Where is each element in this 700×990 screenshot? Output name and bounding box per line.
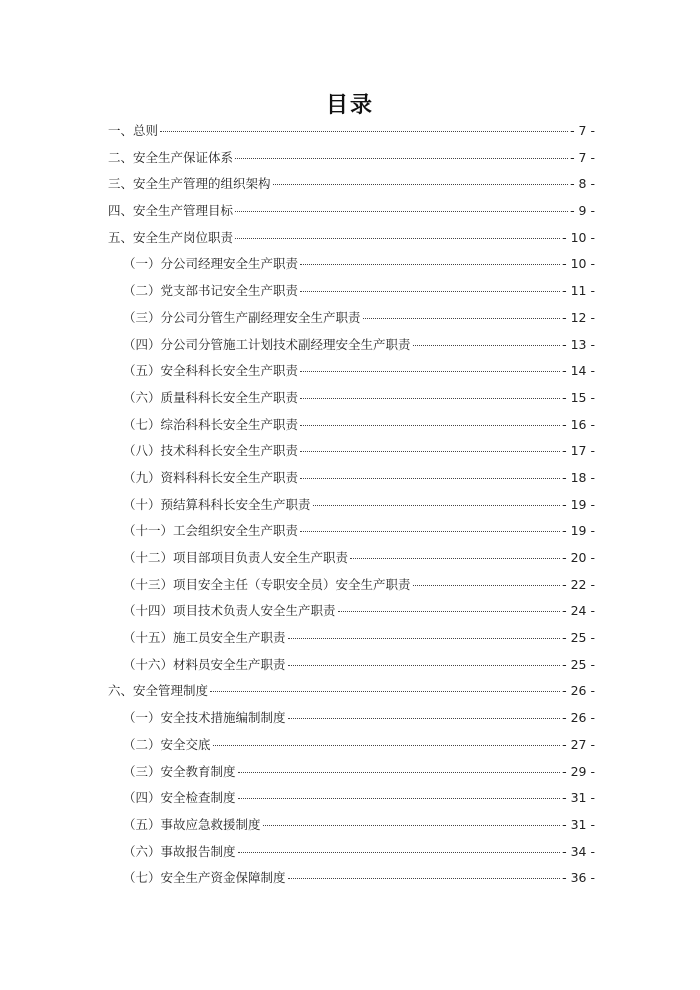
toc-entry-page-number: - 27 -	[562, 736, 595, 752]
toc-entry-page-number: - 19 -	[562, 523, 595, 539]
toc-entry-label: 三、安全生产管理的组织架构	[108, 176, 271, 192]
toc-entry-label: 二、安全生产保证体系	[108, 149, 234, 165]
toc-entry[interactable]	[108, 171, 595, 198]
toc-entry-page-number: - 14 -	[562, 363, 595, 379]
toc-entry[interactable]	[108, 438, 595, 465]
toc-entry[interactable]	[108, 385, 595, 412]
toc-entry-page-number: - 22 -	[562, 576, 595, 592]
toc-entry-page-number: - 26 -	[562, 683, 595, 699]
toc-entry-label: 五、安全生产岗位职责	[108, 229, 234, 245]
toc-entry-page-number: - 36 -	[562, 870, 595, 886]
dot-leader	[213, 744, 561, 746]
dot-leader	[235, 157, 568, 159]
toc-entry[interactable]	[108, 518, 595, 545]
toc-entry-page-number: - 25 -	[562, 656, 595, 672]
toc-entry-page-number: - 34 -	[562, 843, 595, 859]
toc-entry-label: 一、总则	[108, 123, 159, 138]
dot-leader	[273, 183, 569, 185]
toc-entry[interactable]	[108, 465, 595, 492]
dot-leader	[300, 477, 560, 479]
toc-entry-page-number: - 24 -	[562, 603, 595, 619]
dot-leader	[288, 637, 561, 639]
toc-entry-label: （十）预结算科科长安全生产职责	[123, 496, 311, 512]
toc-entry-label: （三）分公司分管生产副经理安全生产职责	[123, 309, 361, 325]
toc-entry-label: （七）综治科科长安全生产职责	[123, 416, 299, 432]
toc-entry-page-number: - 12 -	[562, 309, 595, 325]
toc-entry-label: （六）事故报告制度	[123, 843, 236, 859]
toc-entry-label: （十五）施工员安全生产职责	[123, 630, 286, 646]
toc-entry-label: （九）资料科科长安全生产职责	[123, 469, 299, 485]
dot-leader	[300, 450, 560, 452]
toc-entry-page-number: - 31 -	[562, 790, 595, 806]
dot-leader	[413, 344, 561, 346]
toc-entry[interactable]	[108, 732, 595, 759]
dot-leader	[338, 610, 561, 612]
toc-entry-label: （五）事故应急救援制度	[123, 816, 261, 832]
toc-entry-label: 六、安全管理制度	[108, 683, 209, 699]
toc-entry-page-number: - 7 -	[570, 123, 595, 138]
toc-entry-label: （一）分公司经理安全生产职责	[123, 256, 299, 272]
toc-entry-page-number: - 13 -	[562, 336, 595, 352]
dot-leader	[300, 424, 560, 426]
toc-entry[interactable]	[108, 118, 595, 145]
toc-entry[interactable]	[108, 492, 595, 519]
toc-entry-page-number: - 19 -	[562, 496, 595, 512]
page-title: 目录	[325, 93, 374, 118]
dot-leader	[210, 690, 560, 692]
toc-entry[interactable]	[108, 278, 595, 305]
toc-entry[interactable]	[108, 678, 595, 705]
toc-entry[interactable]	[108, 705, 595, 732]
toc-entry-page-number: - 26 -	[562, 710, 595, 726]
toc-entry[interactable]	[108, 812, 595, 839]
dot-leader	[288, 664, 561, 666]
toc-entry[interactable]	[108, 145, 595, 172]
toc-entry-page-number: - 15 -	[562, 389, 595, 405]
toc-entry[interactable]	[108, 545, 595, 572]
dot-leader	[300, 370, 560, 372]
toc-entry-label: （十二）项目部项目负责人安全生产职责	[123, 550, 349, 565]
toc-entry-page-number: - 29 -	[562, 763, 595, 779]
toc-entry[interactable]	[108, 251, 595, 278]
dot-leader	[413, 584, 561, 586]
toc-entry-label: （八）技术科科长安全生产职责	[123, 443, 299, 459]
toc-entry[interactable]	[108, 785, 595, 812]
toc-entry[interactable]	[108, 652, 595, 679]
toc-entry-label: （三）安全教育制度	[123, 763, 236, 779]
toc-entry[interactable]	[108, 839, 595, 866]
dot-leader	[160, 130, 568, 132]
table-of-contents	[108, 118, 595, 892]
toc-entry-label: （二）党支部书记安全生产职责	[123, 283, 299, 299]
dot-leader	[288, 717, 561, 719]
toc-entry-page-number: - 10 -	[562, 256, 595, 272]
toc-entry-label: （十一）工会组织安全生产职责	[123, 523, 299, 539]
toc-entry[interactable]	[108, 759, 595, 786]
toc-entry[interactable]	[108, 358, 595, 385]
dot-leader	[263, 824, 561, 826]
toc-entry-page-number: - 10 -	[562, 229, 595, 245]
toc-entry[interactable]	[108, 198, 595, 225]
dot-leader	[300, 530, 560, 532]
dot-leader	[363, 317, 561, 319]
toc-entry-label: （七）安全生产资金保障制度	[123, 870, 286, 886]
toc-entry[interactable]	[108, 598, 595, 625]
toc-entry-label: （五）安全科科长安全生产职责	[123, 363, 299, 379]
dot-leader	[238, 797, 561, 799]
toc-entry-page-number: - 16 -	[562, 416, 595, 432]
toc-entry-page-number: - 11 -	[562, 283, 595, 299]
dot-leader	[235, 237, 560, 239]
dot-leader	[313, 504, 561, 506]
toc-entry-page-number: - 31 -	[562, 816, 595, 832]
toc-entry-label: 四、安全生产管理目标	[108, 203, 234, 219]
dot-leader	[238, 851, 561, 853]
toc-entry-label: （十三）项目安全主任（专职安全员）安全生产职责	[123, 576, 411, 592]
dot-leader	[288, 877, 561, 879]
toc-entry-page-number: - 7 -	[570, 149, 595, 165]
toc-entry-label: （十四）项目技术负责人安全生产职责	[123, 603, 336, 619]
toc-entry-label: （六）质量科科长安全生产职责	[123, 389, 299, 405]
toc-entry[interactable]	[108, 412, 595, 439]
toc-entry[interactable]	[108, 305, 595, 332]
toc-entry[interactable]	[108, 225, 595, 252]
toc-entry-label: （十六）材料员安全生产职责	[123, 656, 286, 672]
toc-entry-page-number: - 20 -	[562, 550, 595, 565]
dot-leader	[300, 263, 560, 265]
toc-entry[interactable]	[108, 572, 595, 599]
toc-entry-label: （二）安全交底	[123, 736, 211, 752]
toc-entry[interactable]	[108, 332, 595, 359]
toc-entry-label: （四）分公司分管施工计划技术副经理安全生产职责	[123, 336, 411, 352]
toc-entry-page-number: - 9 -	[570, 203, 595, 219]
toc-entry-page-number: - 8 -	[570, 176, 595, 192]
toc-entry[interactable]	[108, 865, 595, 892]
toc-entry[interactable]	[108, 625, 595, 652]
toc-entry-label: （一）安全技术措施编制制度	[123, 710, 286, 726]
toc-entry-page-number: - 17 -	[562, 443, 595, 459]
dot-leader	[300, 397, 560, 399]
dot-leader	[235, 210, 568, 212]
toc-entry-page-number: - 18 -	[562, 469, 595, 485]
dot-leader	[238, 771, 561, 773]
dot-leader	[350, 557, 560, 559]
toc-entry-label: （四）安全检查制度	[123, 790, 236, 806]
dot-leader	[300, 290, 560, 292]
toc-entry-page-number: - 25 -	[562, 630, 595, 646]
